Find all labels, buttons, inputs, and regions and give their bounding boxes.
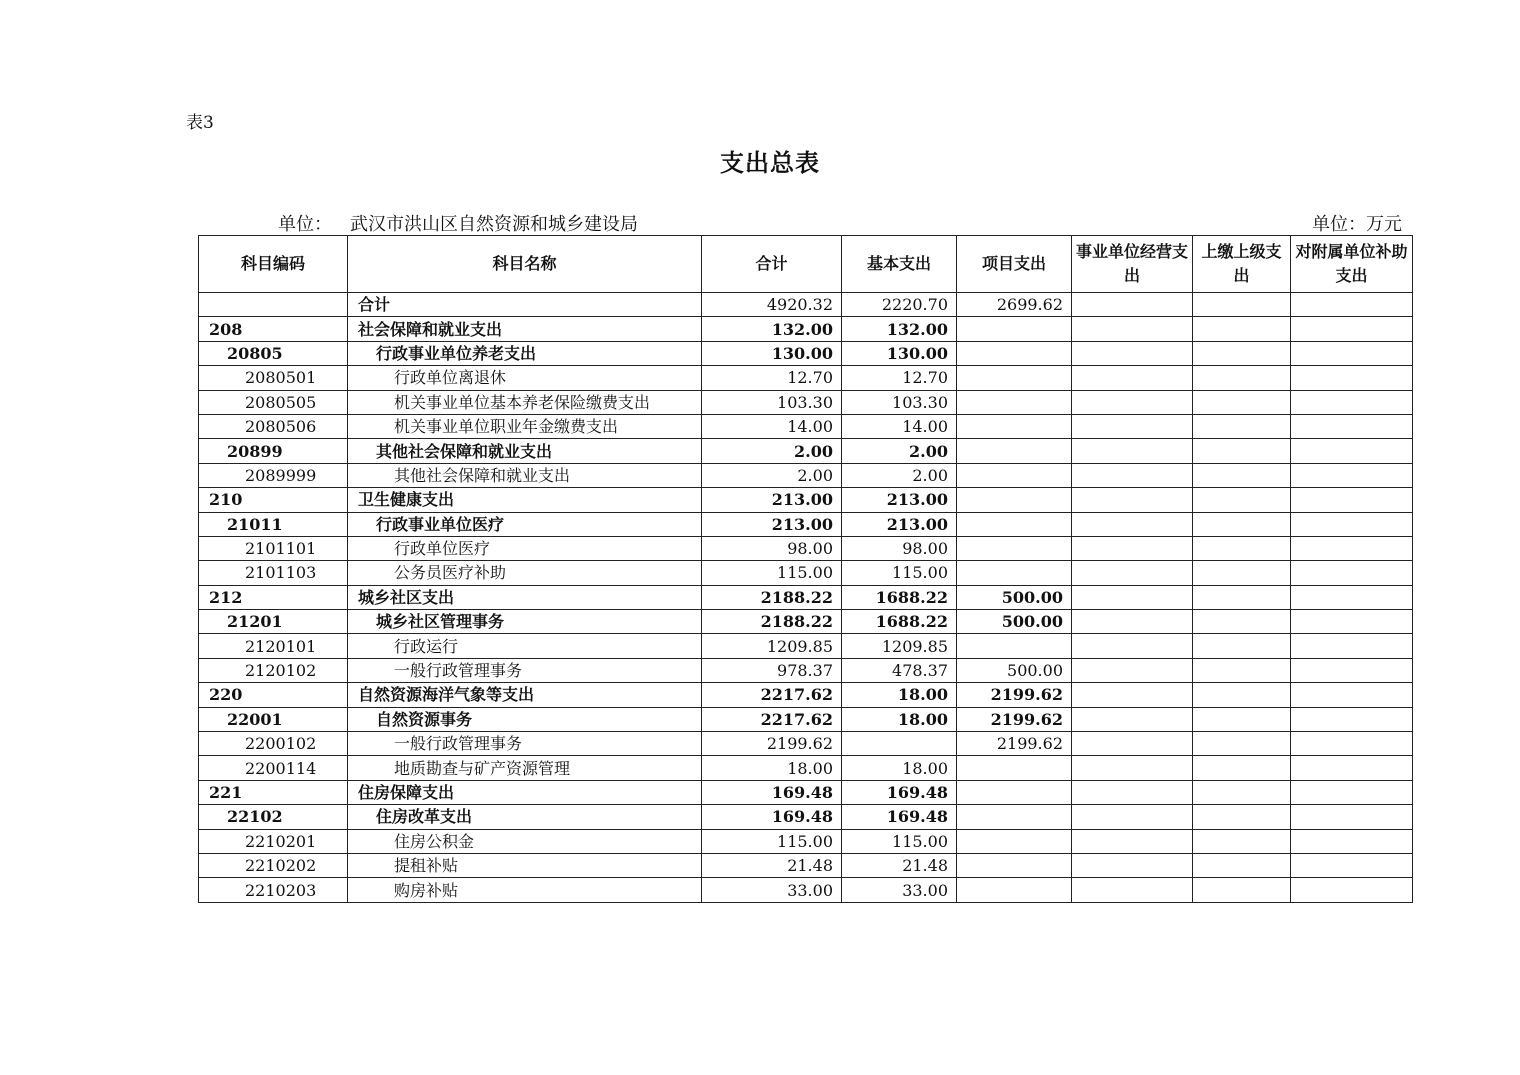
table-row xyxy=(199,317,1413,341)
name-cell: 其他社会保障和就业支出 xyxy=(348,439,702,463)
code-cell: 2089999 xyxy=(199,463,348,487)
code-cell: 2200114 xyxy=(199,756,348,780)
total-subsidy-cell xyxy=(1291,293,1413,317)
project-cell xyxy=(957,878,1072,902)
total-cell: 33.00 xyxy=(702,878,842,902)
table-row xyxy=(199,512,1413,536)
project-cell xyxy=(957,317,1072,341)
project-cell xyxy=(957,439,1072,463)
total-cell: 2188.22 xyxy=(702,585,842,609)
code-cell: 2080505 xyxy=(199,390,348,414)
total-cell: 2.00 xyxy=(702,439,842,463)
currency-unit: 单位：万元 xyxy=(1312,214,1402,235)
upper-cell xyxy=(1193,512,1291,536)
basic-cell: 115.00 xyxy=(842,829,957,853)
table-row xyxy=(199,439,1413,463)
total-cell: 2217.62 xyxy=(702,707,842,731)
project-cell: 500.00 xyxy=(957,585,1072,609)
total-cell: 103.30 xyxy=(702,390,842,414)
upper-cell xyxy=(1193,707,1291,731)
upper-cell xyxy=(1193,658,1291,682)
business-cell xyxy=(1072,805,1193,829)
basic-cell: 12.70 xyxy=(842,366,957,390)
table-row xyxy=(199,634,1413,658)
subsidy-cell xyxy=(1291,732,1413,756)
upper-cell xyxy=(1193,756,1291,780)
subsidy-cell xyxy=(1291,610,1413,634)
total-cell: 18.00 xyxy=(702,756,842,780)
code-cell: 2210203 xyxy=(199,878,348,902)
subsidy-cell xyxy=(1291,512,1413,536)
business-cell xyxy=(1072,463,1193,487)
total-cell: 1209.85 xyxy=(702,634,842,658)
header-row xyxy=(199,236,1413,293)
name-cell: 行政单位医疗 xyxy=(348,536,702,560)
upper-cell xyxy=(1193,390,1291,414)
header-project: 项目支出 xyxy=(957,236,1072,293)
upper-cell xyxy=(1193,829,1291,853)
total-project-cell: 2699.62 xyxy=(957,293,1072,317)
upper-cell xyxy=(1193,463,1291,487)
upper-cell xyxy=(1193,585,1291,609)
total-cell: 130.00 xyxy=(702,341,842,365)
upper-cell xyxy=(1193,414,1291,438)
name-cell: 行政单位离退休 xyxy=(348,366,702,390)
total-cell: 2.00 xyxy=(702,463,842,487)
header-basic: 基本支出 xyxy=(842,236,957,293)
total-cell: 12.70 xyxy=(702,366,842,390)
table-row xyxy=(199,414,1413,438)
business-cell xyxy=(1072,512,1193,536)
table-row xyxy=(199,488,1413,512)
table-row xyxy=(199,341,1413,365)
subsidy-cell xyxy=(1291,707,1413,731)
total-cell: 213.00 xyxy=(702,488,842,512)
project-cell xyxy=(957,780,1072,804)
code-cell: 20899 xyxy=(199,439,348,463)
subsidy-cell xyxy=(1291,853,1413,877)
code-cell: 212 xyxy=(199,585,348,609)
project-cell xyxy=(957,805,1072,829)
table-row xyxy=(199,732,1413,756)
table-row xyxy=(199,366,1413,390)
upper-cell xyxy=(1193,439,1291,463)
name-cell: 城乡社区支出 xyxy=(348,585,702,609)
project-cell xyxy=(957,561,1072,585)
total-cell: 132.00 xyxy=(702,317,842,341)
name-cell: 住房保障支出 xyxy=(348,780,702,804)
name-cell: 一般行政管理事务 xyxy=(348,732,702,756)
basic-cell: 1209.85 xyxy=(842,634,957,658)
table-row xyxy=(199,707,1413,731)
business-cell xyxy=(1072,390,1193,414)
code-cell: 2210201 xyxy=(199,829,348,853)
basic-cell: 14.00 xyxy=(842,414,957,438)
name-cell: 自然资源事务 xyxy=(348,707,702,731)
header-business: 事业单位经营支出 xyxy=(1072,236,1193,293)
business-cell xyxy=(1072,585,1193,609)
business-cell xyxy=(1072,829,1193,853)
subsidy-cell xyxy=(1291,366,1413,390)
subsidy-cell xyxy=(1291,390,1413,414)
name-cell: 城乡社区管理事务 xyxy=(348,610,702,634)
name-cell: 提租补贴 xyxy=(348,853,702,877)
subsidy-cell xyxy=(1291,341,1413,365)
basic-cell: 98.00 xyxy=(842,536,957,560)
upper-cell xyxy=(1193,317,1291,341)
table-row xyxy=(199,585,1413,609)
total-row xyxy=(199,293,1413,317)
total-business-cell xyxy=(1072,293,1193,317)
project-cell: 2199.62 xyxy=(957,683,1072,707)
basic-cell: 130.00 xyxy=(842,341,957,365)
subsidy-cell xyxy=(1291,439,1413,463)
basic-cell: 169.48 xyxy=(842,780,957,804)
business-cell xyxy=(1072,561,1193,585)
basic-cell: 18.00 xyxy=(842,707,957,731)
code-cell: 2200102 xyxy=(199,732,348,756)
upper-cell xyxy=(1193,634,1291,658)
subsidy-cell xyxy=(1291,805,1413,829)
unit-line xyxy=(278,210,638,236)
header-name: 科目名称 xyxy=(348,236,702,293)
business-cell xyxy=(1072,610,1193,634)
code-cell: 2080501 xyxy=(199,366,348,390)
subsidy-cell xyxy=(1291,658,1413,682)
business-cell xyxy=(1072,658,1193,682)
name-cell: 公务员医疗补助 xyxy=(348,561,702,585)
project-cell xyxy=(957,634,1072,658)
total-cell: 115.00 xyxy=(702,561,842,585)
business-cell xyxy=(1072,414,1193,438)
subsidy-cell xyxy=(1291,878,1413,902)
code-cell: 2210202 xyxy=(199,853,348,877)
total-name-cell: 合计 xyxy=(348,293,702,317)
subsidy-cell xyxy=(1291,829,1413,853)
upper-cell xyxy=(1193,683,1291,707)
total-cell: 169.48 xyxy=(702,780,842,804)
name-cell: 住房改革支出 xyxy=(348,805,702,829)
header-upper: 上缴上级支出 xyxy=(1193,236,1291,293)
total-cell: 21.48 xyxy=(702,853,842,877)
table-row xyxy=(199,878,1413,902)
table-row xyxy=(199,805,1413,829)
basic-cell: 103.30 xyxy=(842,390,957,414)
name-cell: 行政事业单位医疗 xyxy=(348,512,702,536)
basic-cell: 213.00 xyxy=(842,488,957,512)
table-row xyxy=(199,463,1413,487)
code-cell: 2101103 xyxy=(199,561,348,585)
code-cell: 210 xyxy=(199,488,348,512)
total-basic-cell: 2220.70 xyxy=(842,293,957,317)
table-row xyxy=(199,756,1413,780)
project-cell: 2199.62 xyxy=(957,707,1072,731)
total-total-cell: 4920.32 xyxy=(702,293,842,317)
name-cell: 其他社会保障和就业支出 xyxy=(348,463,702,487)
subsidy-cell xyxy=(1291,463,1413,487)
upper-cell xyxy=(1193,366,1291,390)
name-cell: 住房公积金 xyxy=(348,829,702,853)
code-cell: 22102 xyxy=(199,805,348,829)
basic-cell: 169.48 xyxy=(842,805,957,829)
business-cell xyxy=(1072,317,1193,341)
upper-cell xyxy=(1193,610,1291,634)
business-cell xyxy=(1072,683,1193,707)
project-cell xyxy=(957,512,1072,536)
total-cell: 2217.62 xyxy=(702,683,842,707)
total-cell: 2199.62 xyxy=(702,732,842,756)
subsidy-cell xyxy=(1291,536,1413,560)
total-cell: 2188.22 xyxy=(702,610,842,634)
business-cell xyxy=(1072,439,1193,463)
upper-cell xyxy=(1193,853,1291,877)
total-cell: 98.00 xyxy=(702,536,842,560)
upper-cell xyxy=(1193,536,1291,560)
basic-cell: 478.37 xyxy=(842,658,957,682)
expenditure-table xyxy=(198,235,1413,903)
name-cell: 机关事业单位职业年金缴费支出 xyxy=(348,414,702,438)
project-cell xyxy=(957,488,1072,512)
code-cell: 208 xyxy=(199,317,348,341)
code-cell: 220 xyxy=(199,683,348,707)
basic-cell: 2.00 xyxy=(842,463,957,487)
upper-cell xyxy=(1193,805,1291,829)
table-row xyxy=(199,610,1413,634)
unit-label: 单位： xyxy=(278,214,332,235)
document-title: 支出总表 xyxy=(720,148,820,177)
project-cell xyxy=(957,390,1072,414)
basic-cell: 115.00 xyxy=(842,561,957,585)
basic-cell: 2.00 xyxy=(842,439,957,463)
code-cell: 22001 xyxy=(199,707,348,731)
subsidy-cell xyxy=(1291,634,1413,658)
basic-cell: 33.00 xyxy=(842,878,957,902)
header-code: 科目编码 xyxy=(199,236,348,293)
basic-cell: 21.48 xyxy=(842,853,957,877)
name-cell: 机关事业单位基本养老保险缴费支出 xyxy=(348,390,702,414)
name-cell: 卫生健康支出 xyxy=(348,488,702,512)
total-upper-cell xyxy=(1193,293,1291,317)
upper-cell xyxy=(1193,732,1291,756)
business-cell xyxy=(1072,732,1193,756)
code-cell: 21011 xyxy=(199,512,348,536)
basic-cell: 18.00 xyxy=(842,756,957,780)
business-cell xyxy=(1072,707,1193,731)
project-cell xyxy=(957,341,1072,365)
subsidy-cell xyxy=(1291,780,1413,804)
project-cell xyxy=(957,366,1072,390)
subsidy-cell xyxy=(1291,488,1413,512)
table-row xyxy=(199,536,1413,560)
table-row xyxy=(199,683,1413,707)
basic-cell xyxy=(842,732,957,756)
subsidy-cell xyxy=(1291,414,1413,438)
subsidy-cell xyxy=(1291,756,1413,780)
upper-cell xyxy=(1193,488,1291,512)
table-row xyxy=(199,390,1413,414)
upper-cell xyxy=(1193,780,1291,804)
total-cell: 213.00 xyxy=(702,512,842,536)
name-cell: 行政事业单位养老支出 xyxy=(348,341,702,365)
organization-name: 武汉市洪山区自然资源和城乡建设局 xyxy=(350,214,638,235)
table-row xyxy=(199,829,1413,853)
code-cell: 2120101 xyxy=(199,634,348,658)
business-cell xyxy=(1072,780,1193,804)
upper-cell xyxy=(1193,561,1291,585)
name-cell: 行政运行 xyxy=(348,634,702,658)
subsidy-cell xyxy=(1291,317,1413,341)
project-cell xyxy=(957,829,1072,853)
code-cell: 21201 xyxy=(199,610,348,634)
table-row xyxy=(199,780,1413,804)
table-row xyxy=(199,853,1413,877)
business-cell xyxy=(1072,488,1193,512)
name-cell: 社会保障和就业支出 xyxy=(348,317,702,341)
project-cell: 2199.62 xyxy=(957,732,1072,756)
subsidy-cell xyxy=(1291,585,1413,609)
upper-cell xyxy=(1193,878,1291,902)
code-cell: 221 xyxy=(199,780,348,804)
business-cell xyxy=(1072,341,1193,365)
project-cell xyxy=(957,536,1072,560)
code-cell: 2080506 xyxy=(199,414,348,438)
business-cell xyxy=(1072,634,1193,658)
table-number: 表3 xyxy=(186,113,214,133)
name-cell: 地质勘查与矿产资源管理 xyxy=(348,756,702,780)
business-cell xyxy=(1072,536,1193,560)
basic-cell: 1688.22 xyxy=(842,585,957,609)
header-subsidy: 对附属单位补助支出 xyxy=(1291,236,1413,293)
table-row xyxy=(199,658,1413,682)
subsidy-cell xyxy=(1291,561,1413,585)
basic-cell: 132.00 xyxy=(842,317,957,341)
name-cell: 一般行政管理事务 xyxy=(348,658,702,682)
code-cell: 2101101 xyxy=(199,536,348,560)
project-cell xyxy=(957,463,1072,487)
subsidy-cell xyxy=(1291,683,1413,707)
name-cell: 自然资源海洋气象等支出 xyxy=(348,683,702,707)
basic-cell: 213.00 xyxy=(842,512,957,536)
code-cell: 2120102 xyxy=(199,658,348,682)
basic-cell: 1688.22 xyxy=(842,610,957,634)
upper-cell xyxy=(1193,341,1291,365)
project-cell xyxy=(957,756,1072,780)
business-cell xyxy=(1072,878,1193,902)
business-cell xyxy=(1072,756,1193,780)
total-cell: 978.37 xyxy=(702,658,842,682)
project-cell xyxy=(957,414,1072,438)
business-cell xyxy=(1072,366,1193,390)
total-cell: 115.00 xyxy=(702,829,842,853)
total-code-cell xyxy=(199,293,348,317)
name-cell: 购房补贴 xyxy=(348,878,702,902)
total-cell: 14.00 xyxy=(702,414,842,438)
table-row xyxy=(199,561,1413,585)
header-total: 合计 xyxy=(702,236,842,293)
code-cell: 20805 xyxy=(199,341,348,365)
basic-cell: 18.00 xyxy=(842,683,957,707)
business-cell xyxy=(1072,853,1193,877)
project-cell: 500.00 xyxy=(957,610,1072,634)
project-cell xyxy=(957,853,1072,877)
total-cell: 169.48 xyxy=(702,805,842,829)
project-cell: 500.00 xyxy=(957,658,1072,682)
